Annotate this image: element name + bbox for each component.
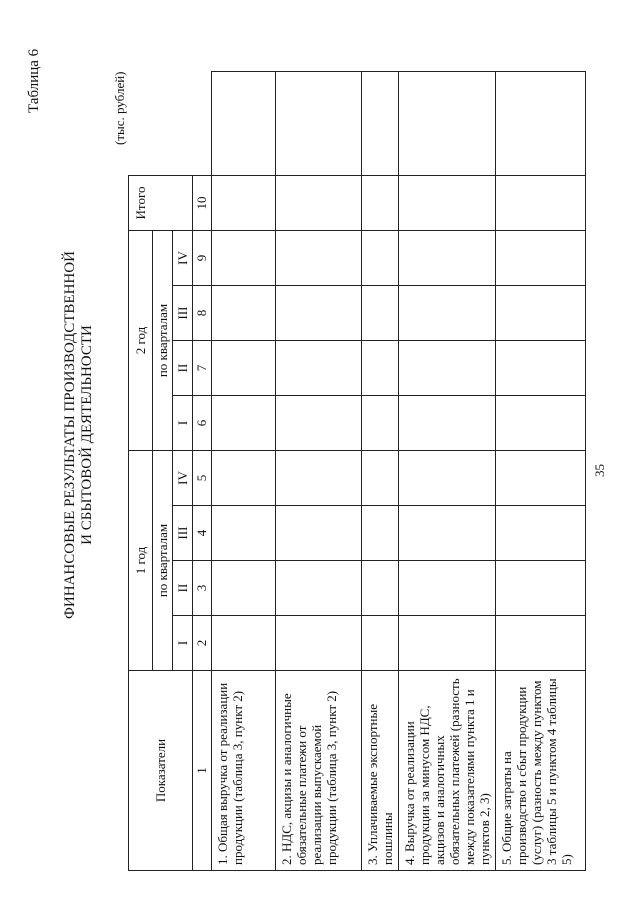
header-q2-year-1: II <box>173 561 193 616</box>
table-row <box>399 72 496 871</box>
cell <box>496 396 586 451</box>
table-row <box>276 72 362 871</box>
column-index-8: 8 <box>193 286 212 341</box>
cell <box>212 72 276 176</box>
column-index-5: 5 <box>193 451 212 506</box>
cell <box>362 561 399 616</box>
financial-results-table <box>128 71 586 871</box>
cell <box>276 451 362 506</box>
cell <box>276 72 362 176</box>
cell <box>399 231 496 286</box>
header-q4-year-2: IV <box>173 231 193 286</box>
header-q4-year-1: IV <box>173 451 193 506</box>
document-title <box>62 195 96 675</box>
cell <box>496 506 586 561</box>
column-index-3: 3 <box>193 561 212 616</box>
cell <box>362 506 399 561</box>
header-by-quarters-year-2: по кварталам <box>153 231 173 451</box>
cell <box>276 231 362 286</box>
column-index-row <box>193 72 212 871</box>
page-number: 35 <box>592 464 607 477</box>
cell <box>399 286 496 341</box>
table-row <box>212 72 276 871</box>
column-index-2: 2 <box>193 616 212 671</box>
row-label-1: 1. Общая выручка от реализации продукции (таблица 3, пункт 2) <box>212 671 276 871</box>
cell <box>212 176 276 231</box>
cell <box>276 341 362 396</box>
cell <box>212 341 276 396</box>
cell <box>496 72 586 176</box>
cell <box>399 396 496 451</box>
cell <box>399 72 496 176</box>
header-q1-year-2: I <box>173 396 193 451</box>
header-total: Итого <box>129 176 193 231</box>
cell <box>496 616 586 671</box>
cell <box>362 286 399 341</box>
header-q1-year-1: I <box>173 616 193 671</box>
cell <box>399 341 496 396</box>
cell <box>496 231 586 286</box>
cell <box>399 506 496 561</box>
cell <box>496 341 586 396</box>
table-row <box>496 72 586 871</box>
cell <box>362 72 399 176</box>
row-label-4: 4. Выручка от реализации продукции за минусом НДС, акцизов и аналогичных обязательных платежей (разность между показателями пункта 1 и пунктов 2, 3) <box>399 671 496 871</box>
column-index-6: 6 <box>193 396 212 451</box>
cell <box>496 451 586 506</box>
row-label-3: 3. Уплачиваемые экспортные пошлины <box>362 671 399 871</box>
cell <box>362 341 399 396</box>
column-index-4: 4 <box>193 506 212 561</box>
row-label-5: 5. Общие затраты на производство и сбыт продукции (услуг) (разность между пунктом 3 таблицы 5 и пунктом 4 таблицы 5) <box>496 671 586 871</box>
column-index-7: 7 <box>193 341 212 396</box>
title-line-1: ФИНАНСОВЫЕ РЕЗУЛЬТАТЫ ПРОИЗВОДСТВЕННОЙ <box>62 251 78 619</box>
cell <box>276 176 362 231</box>
unit-label: (тыс. рублей) <box>112 71 127 145</box>
cell <box>276 286 362 341</box>
cell <box>276 396 362 451</box>
header-indicators: Показатели <box>129 671 193 871</box>
cell <box>276 616 362 671</box>
column-index-1: 1 <box>193 671 212 871</box>
cell <box>362 451 399 506</box>
cell <box>399 616 496 671</box>
table-row <box>362 72 399 871</box>
cell <box>276 506 362 561</box>
header-q2-year-2: II <box>173 341 193 396</box>
cell <box>496 561 586 616</box>
column-index-10: 10 <box>193 176 212 231</box>
column-index-9: 9 <box>193 231 212 286</box>
header-by-quarters-year-1: по кварталам <box>153 451 173 671</box>
cell <box>212 231 276 286</box>
cell <box>399 451 496 506</box>
table-label: Таблица 6 <box>26 48 42 113</box>
cell <box>212 561 276 616</box>
cell <box>212 396 276 451</box>
title-line-2: И СБЫТОВОЙ ДЕЯТЕЛЬНОСТИ <box>79 325 95 545</box>
header-year-1: 1 год <box>129 451 153 671</box>
row-label-2: 2. НДС, акцизы и аналогичные обязательные платежи от реализации выпускаемой продукции (таблица 3, пункт 2) <box>276 671 362 871</box>
header-q3-year-2: III <box>173 286 193 341</box>
cell <box>362 616 399 671</box>
cell <box>362 176 399 231</box>
cell <box>212 286 276 341</box>
cell <box>399 176 496 231</box>
cell <box>212 451 276 506</box>
cell <box>496 176 586 231</box>
cell <box>362 231 399 286</box>
header-q3-year-1: III <box>173 506 193 561</box>
cell <box>276 561 362 616</box>
cell <box>399 561 496 616</box>
cell <box>362 396 399 451</box>
cell <box>212 506 276 561</box>
header-year-2: 2 год <box>129 231 153 451</box>
cell <box>212 616 276 671</box>
cell <box>496 286 586 341</box>
